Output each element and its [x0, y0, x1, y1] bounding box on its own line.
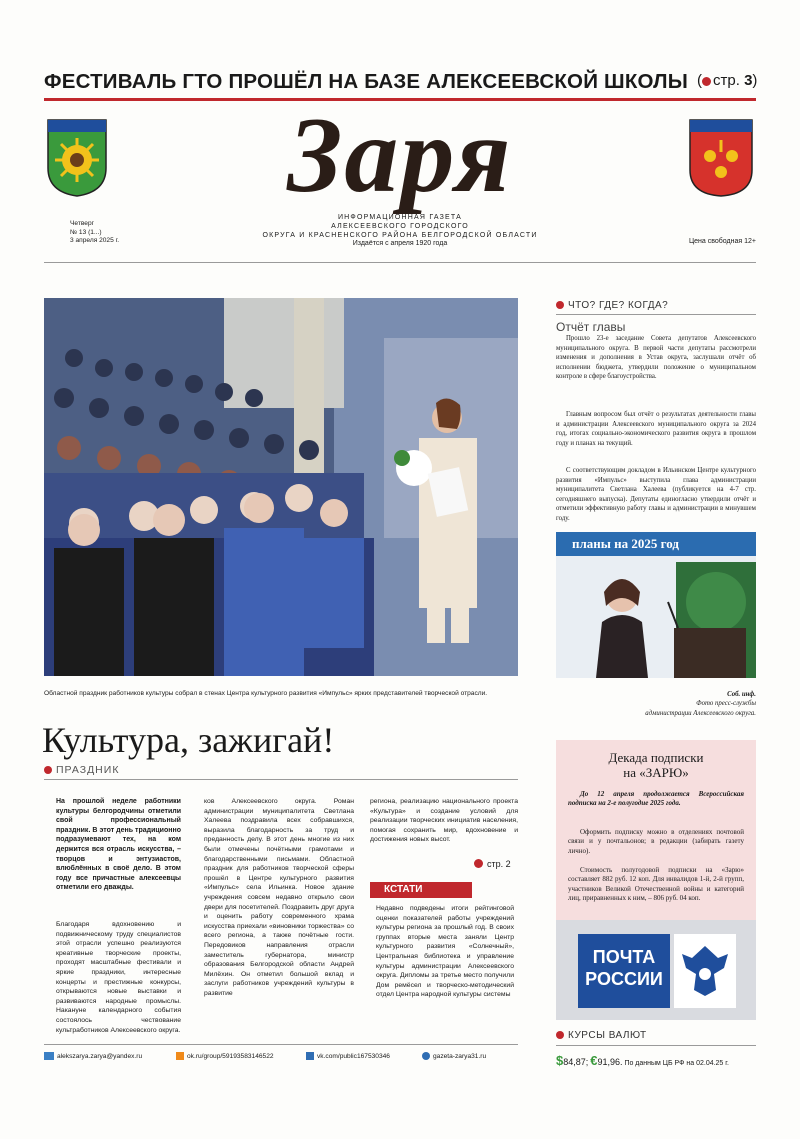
price-label: Цена свободная 12+	[688, 238, 756, 245]
sidebar-credit-org: администрации Алексеевского округа.	[645, 709, 756, 717]
vk-icon	[306, 1052, 314, 1060]
bullet-icon	[556, 1031, 564, 1039]
eur-sign-icon: €	[590, 1053, 598, 1068]
subscription-p2: Оформить подписку можно в отделениях почтовой связи и у почтальонов; в редакции (забирать газету лично).	[568, 828, 744, 855]
masthead-subtitle	[200, 214, 600, 249]
sidebar-divider	[556, 314, 756, 315]
sidebar-credit-source: Соб. инф.	[727, 691, 756, 698]
subscription-p1: До 12 апреля продолжается Всероссийская подписка на 2-е полугодие 2025 года.	[568, 790, 744, 808]
pochta-rossii-logo	[578, 934, 670, 1008]
sidebar-credit	[556, 690, 756, 718]
main-headline: Культура, зажигай!	[42, 720, 335, 760]
continued-ref[interactable]	[474, 856, 511, 870]
main-lead: На прошлой неделе работники культуры белгородчины отметили свой профессиональный праздник. В этот день традиционно подразумевают тех, на ком держится вся отрасль искусства, – творцов и энтузиастов, влюблённых в своё дело. В этом году все причастные алексеевцы отметили его дважды.	[56, 798, 181, 892]
main-rubric-label: ПРАЗДНИК	[56, 764, 120, 776]
footer-vk-text: vk.com/public167530346	[317, 1052, 390, 1060]
footer-site[interactable]	[422, 1052, 486, 1060]
currency-rates	[556, 1053, 756, 1068]
speaker-photo-image	[556, 532, 756, 678]
auditorium-photo-image	[44, 298, 518, 676]
footer-email[interactable]	[44, 1052, 142, 1060]
main-col2-body: ков Алексеевского округа. Роман администрации муниципалитета Светлана Халеева поздравила всех собравшихся, выразила благодарность за труд и преданность делу. В этот день многие из них были отмечены почётными грамотами и благодарственными письмами. Областной праздник для работников творческой сферы прошёл в Центре культурного развития «Импульс» села Ильинка. Новое здание учреждения совсем недавно открыло свои двери для посетителей. Поздравить друг друга и оценить работу современного храма искусства приехали «виновники торжества» со всего региона, а также почётные гости. Передовиков направления отрасли заместитель губернатора, министр образования Белгородской области Андрей Милёхин. Он отметил большой вклад и заслуги работников учреждений культуры в развитие	[204, 798, 354, 997]
main-photo-caption: Областной праздник работников культуры собрал в стенах Центра культурного развития «Импульс» ярких представителей творческой отрасли.	[44, 690, 488, 697]
top-headline-text: ФЕСТИВАЛЬ ГТО ПРОШЁЛ НА БАЗЕ АЛЕКСЕЕВСКОЙ ШКОЛЫ	[44, 70, 689, 93]
globe-icon	[422, 1052, 430, 1060]
issue-date: 3 апреля 2025 г.	[70, 237, 120, 245]
eur-rate: 91,96.	[597, 1057, 623, 1067]
kstati-body: Недавно подведены итоги рейтинговой оценки показателей работы учреждений культуры региона за прошлый год. В своих группах вторые места заняли Центр культурного развития «Солнечный», Центральная библиотека и управление культуры администрации Алексеевского округа. Дипломы за третье место получили Дом ремёсел и творческо-методический отдел Центра народной культуры системы	[376, 905, 514, 999]
kstati-label: КСТАТИ	[370, 882, 472, 898]
sidebar-credit-photo: Фото пресс-службы	[696, 700, 756, 708]
usd-rate: 84,87;	[563, 1057, 589, 1067]
bullet-icon	[702, 77, 711, 86]
bullet-icon	[44, 766, 52, 774]
masthead-title: Заря	[287, 96, 513, 215]
ok-icon	[176, 1052, 184, 1060]
alekseevka-coat-of-arms-icon	[46, 118, 108, 198]
footer-email-text: alekszarya.zarya@yandex.ru	[57, 1052, 143, 1060]
sidebar-photo-banner: планы на 2025 год	[572, 536, 679, 551]
masthead-divider	[44, 262, 756, 263]
pochta-line2: РОССИИ	[585, 969, 663, 989]
subscription-title-line2: на «ЗАРЮ»	[623, 765, 689, 780]
currency-note: По данным ЦБ РФ на 02.04.25 г.	[624, 1060, 729, 1067]
currency-rubric	[556, 1030, 647, 1041]
top-headline	[44, 70, 694, 94]
subscription-p3: Стоимость полугодовой подписки на «Зарю» составляет 882 руб. 12 коп. Для инвалидов 1-й, 2-й групп, участников Великой Отечественной войны и категорий лиц, приравненных к ним, – 806 руб. 04 коп.	[568, 866, 744, 903]
currency-rubric-label: КУРСЫ ВАЛЮТ	[568, 1030, 647, 1041]
subscription-box	[556, 740, 756, 1020]
masthead-subtitle-line2: АЛЕКСЕЕВСКОГО ГОРОДСКОГО	[331, 222, 469, 230]
sidebar-body2: Главным вопросом был отчёт о результатах деятельности главы и администрации Алексеевского муниципального округа за 2024 год, итогах социально-экономического развития округа в прошлом году и планах на текущий.	[556, 411, 756, 447]
issue-number: № 13 (1...)	[70, 228, 102, 236]
sidebar-body1: Прошло 23-е заседание Совета депутатов Алексеевского муниципального округа. В первой части депутаты рассмотрели изменения и дополнения в Устав округа, заслушали отчёт об исполнении бюджета, утвердили положение о муниципальном контроле в сфере благоустройства.	[556, 335, 756, 380]
sidebar-title: Отчёт главы	[556, 320, 626, 334]
rubric-divider	[44, 779, 518, 780]
footer-site-text: gazeta-zarya31.ru	[433, 1052, 487, 1060]
pochta-line1: ПОЧТА	[592, 947, 656, 967]
email-icon	[44, 1052, 54, 1060]
continued-ref-text: стр. 2	[487, 859, 511, 869]
eagle-emblem-icon	[674, 934, 736, 1008]
page-ref-prefix: стр.	[713, 72, 740, 89]
masthead-subtitle-line3: ОКРУГА И КРАСНЕНСКОГО РАЙОНА БЕЛГОРОДСКОЙ ОБЛАСТИ	[262, 231, 538, 239]
sidebar-rubric-label: ЧТО? ГДЕ? КОГДА?	[568, 300, 669, 311]
main-rubric	[44, 764, 119, 776]
usd-sign-icon: $	[556, 1053, 564, 1068]
issue-day: Четверг	[70, 220, 95, 227]
sidebar-body3: С соответствующим докладом в Ильинском Центре культурного развития «Импульс» выступила глава администрации муниципалитета Светлана Халеева (публикуется на 4-7 стр. сегодняшнего выпуска). Депутаты единогласно утвердили отчёт и отметили эффективную работу главы и администрации в минувшем году.	[556, 467, 756, 522]
subscription-title	[556, 750, 756, 780]
footer-vk[interactable]	[306, 1052, 390, 1060]
krasnoe-coat-of-arms-icon	[688, 118, 754, 198]
sidebar-rubric	[556, 300, 668, 311]
bullet-icon	[556, 301, 564, 309]
sidebar-photo	[556, 532, 756, 678]
footer-divider	[44, 1044, 518, 1045]
main-col3-body: региона, реализацию национального проекта «Культура» и создание условий для реализации творческих инициатив населения, помогая сохранить мир, вдохновение и достижения новых высот.	[370, 798, 518, 844]
main-col1-body: Благодаря вдохновению и подвижническому труду специалистов этой отрасли успешно реализуются креативные творческие проекты, проходят масштабные фестивали и яркие праздники, интересные концерты и престижные конкурсы, открываются новые выставки и развиваются народные промыслы. Накануне календарного события состоялось чествование культработников Алексеевского округа.	[56, 921, 181, 1034]
page-ref-number: 3	[744, 72, 753, 89]
subscription-title-line1: Декада подписки	[608, 750, 704, 765]
bullet-icon	[474, 859, 483, 868]
issue-info	[70, 220, 210, 246]
main-photo	[44, 298, 518, 676]
masthead-subtitle-line1: ИНФОРМАЦИОННАЯ ГАЗЕТА	[337, 214, 463, 221]
currency-divider	[556, 1045, 756, 1046]
top-headline-page-ref[interactable]: ( стр. 3)	[697, 72, 758, 89]
masthead-since: Издаётся с апреля 1920 года	[352, 240, 448, 248]
footer-ok-text: ok.ru/group/59193583146522	[187, 1052, 274, 1060]
pochta-rossii-banner	[556, 920, 756, 1020]
footer-ok[interactable]	[176, 1052, 274, 1060]
